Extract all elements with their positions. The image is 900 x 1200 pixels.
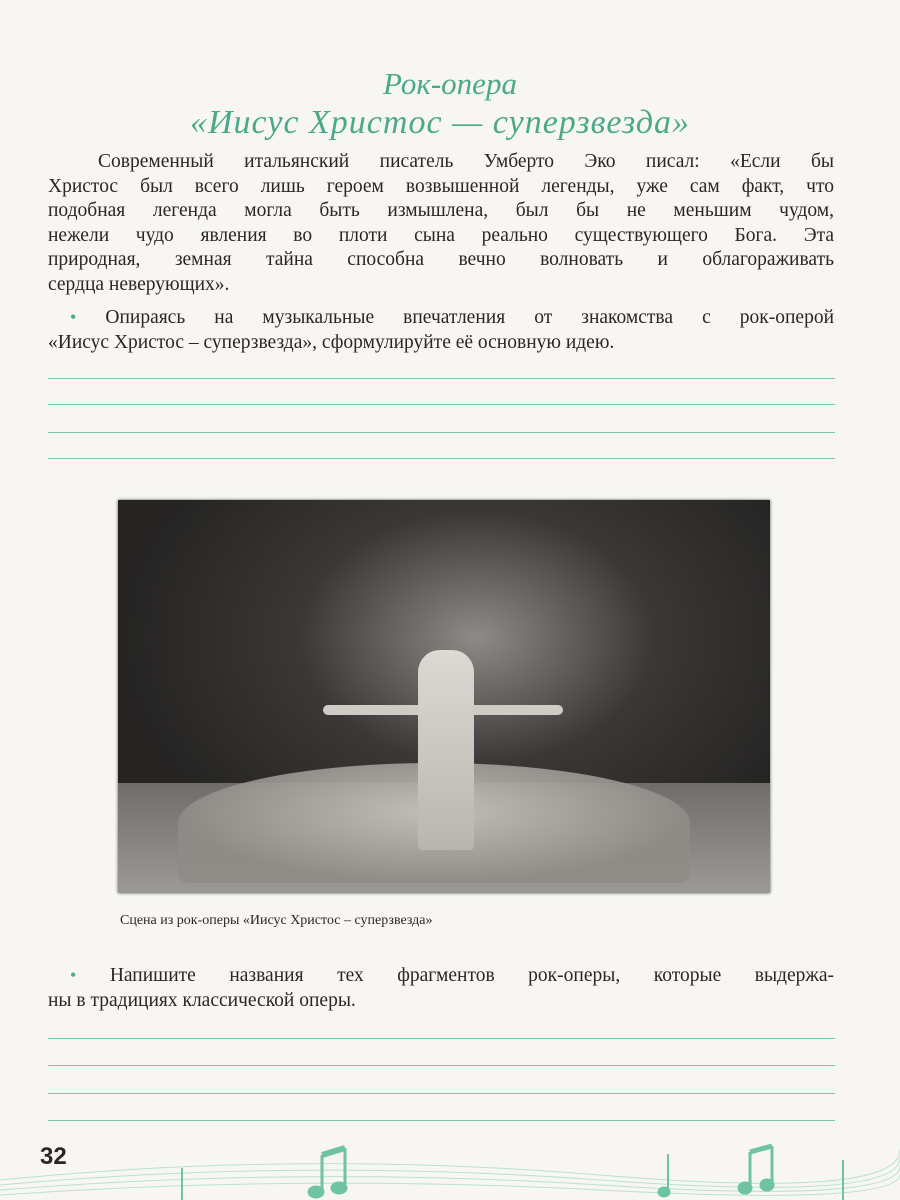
music-note-icon (182, 1146, 843, 1200)
intro-paragraph (48, 150, 834, 297)
music-notes-decoration (0, 1130, 900, 1200)
title-line-2: «Иисус Христос — суперзвезда» (189, 104, 691, 141)
text-line: Современный итальянский писатель Умберто Эко писал: «Если бы (98, 151, 834, 172)
text-line: подобная легенда могла быть измышлена, был бы не меньшим чудом, (48, 200, 834, 221)
answer-line[interactable] (48, 458, 835, 459)
text-line: нежели чудо явления во плоти сына реально существующего Бога. Эта (48, 224, 834, 246)
answer-line[interactable] (48, 404, 835, 405)
text-line: Опираясь на музыкальные впечатления от знакомства с рок-оперой (105, 307, 835, 328)
text-line: сердца неверующих». (48, 273, 230, 295)
answer-line[interactable] (48, 432, 835, 433)
title-line-1: Рок-опера (383, 66, 517, 101)
text-line: Христос был всего лишь героем возвышенной легенды, уже сам факт, что (48, 175, 834, 197)
text-line: Напишите названия тех фрагментов рок-оперы, которые выдержа- (109, 965, 834, 986)
bullet-icon: • (70, 307, 77, 327)
text-line: «Иисус Христос – суперзвезда», сформулируйте её основную идею. (48, 331, 615, 353)
answer-line[interactable] (48, 1038, 835, 1039)
task-2 (48, 963, 834, 1013)
opera-scene-photo (118, 500, 770, 893)
task-1 (48, 305, 834, 355)
bullet-icon: • (70, 965, 77, 985)
central-figure (418, 650, 474, 850)
answer-line[interactable] (48, 1120, 835, 1121)
page-number: 32 (40, 1143, 67, 1170)
answer-line[interactable] (48, 1065, 835, 1066)
text-line: природная, земная тайна способна вечно волновать и облагораживать (48, 249, 834, 270)
answer-line[interactable] (48, 1093, 835, 1094)
photo-caption: Сцена из рок-оперы «Иисус Христос – суперзвезда» (120, 913, 433, 928)
text-line: ны в традициях классической оперы. (48, 989, 356, 1011)
answer-line[interactable] (48, 378, 835, 379)
